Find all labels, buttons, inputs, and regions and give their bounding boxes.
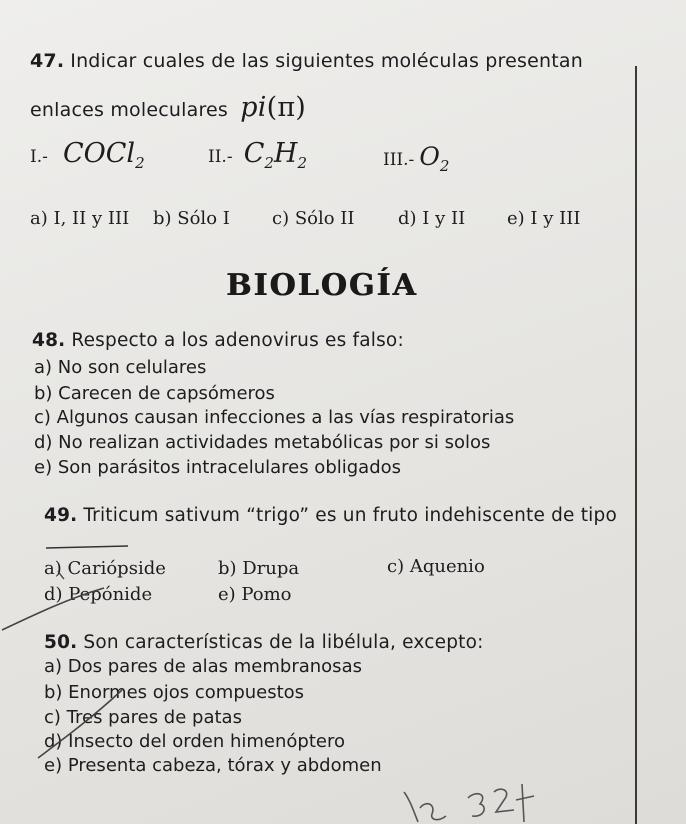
q49-option-c: c) Aquenio [387,556,485,577]
q47-pi-symbol: (π) [266,92,307,123]
q47-text-line1: Indicar cuales de las siguientes moléculas presentan [70,50,584,72]
q48-number: 48. [32,330,66,351]
answer-blank-line [46,546,128,548]
q47-item3-formula: O [419,142,440,171]
q48-text: Respecto a los adenovirus es falso: [71,330,404,351]
q47-option-e: e) I y III [507,208,581,229]
handwritten-note [404,784,534,822]
q50-option-b: b) Enormes ojos compuestos [44,682,305,703]
q47-number: 47. [30,50,65,72]
q48-option-d: d) No realizan actividades metabólicas por si solos [34,432,491,453]
q47-pi-label: pi [240,92,267,123]
q48-option-c: c) Algunos causan infecciones a las vías respiratorias [34,407,515,428]
q50-option-e: e) Presenta cabeza, tórax y abdomen [44,755,382,776]
q47-option-b: b) Sólo I [153,208,230,229]
q49-option-d: d) Pepónide [44,584,153,605]
q49-option-b: b) Drupa [218,558,300,579]
q47-item2-formula-b: H [273,138,298,169]
q48-option-b: b) Carecen de capsómeros [34,383,275,404]
q50-text: Son características de la libélula, excepto: [83,632,484,653]
q49-option-a: a) Cariópside [44,558,166,579]
q50-option-c: c) Tres pares de patas [44,707,242,728]
q47-item2-formula-a: C [243,138,265,169]
q50-number: 50. [44,632,78,653]
q49-text: Triticum sativum “trigo” es un fruto indehiscente de tipo [83,505,617,526]
q49-number: 49. [44,505,78,526]
q47-text-line2: enlaces moleculares [30,99,229,121]
q50-option-a: a) Dos pares de alas membranosas [44,656,362,677]
q48-option-e: e) Son parásitos intracelulares obligados [34,457,402,478]
q47-item3-sub: 2 [439,157,450,175]
q47-item2-sub-b: 2 [297,154,307,172]
q47-option-a: a) I, II y III [30,208,130,229]
q47-item2-sub-a: 2 [264,154,274,172]
q50-option-d: d) Insecto del orden himenóptero [44,731,345,752]
q47-option-c: c) Sólo II [272,208,355,229]
q47-option-d: d) I y II [398,208,466,229]
checkmark-icon [58,571,64,579]
pencil-stroke [2,588,104,630]
section-title: BIOLOGÍA [226,268,418,303]
q47-item2-label: II.- [208,147,233,167]
q48-option-a: a) No son celulares [34,357,207,378]
q47-item3-label: III.- [383,150,415,170]
q47-item1-formula: COCl [62,138,136,169]
q47-item1-sub: 2 [135,154,145,172]
pencil-stroke-2 [38,690,122,758]
q49-option-e: e) Pomo [218,584,292,605]
q47-item1-label: I.- [30,147,48,167]
